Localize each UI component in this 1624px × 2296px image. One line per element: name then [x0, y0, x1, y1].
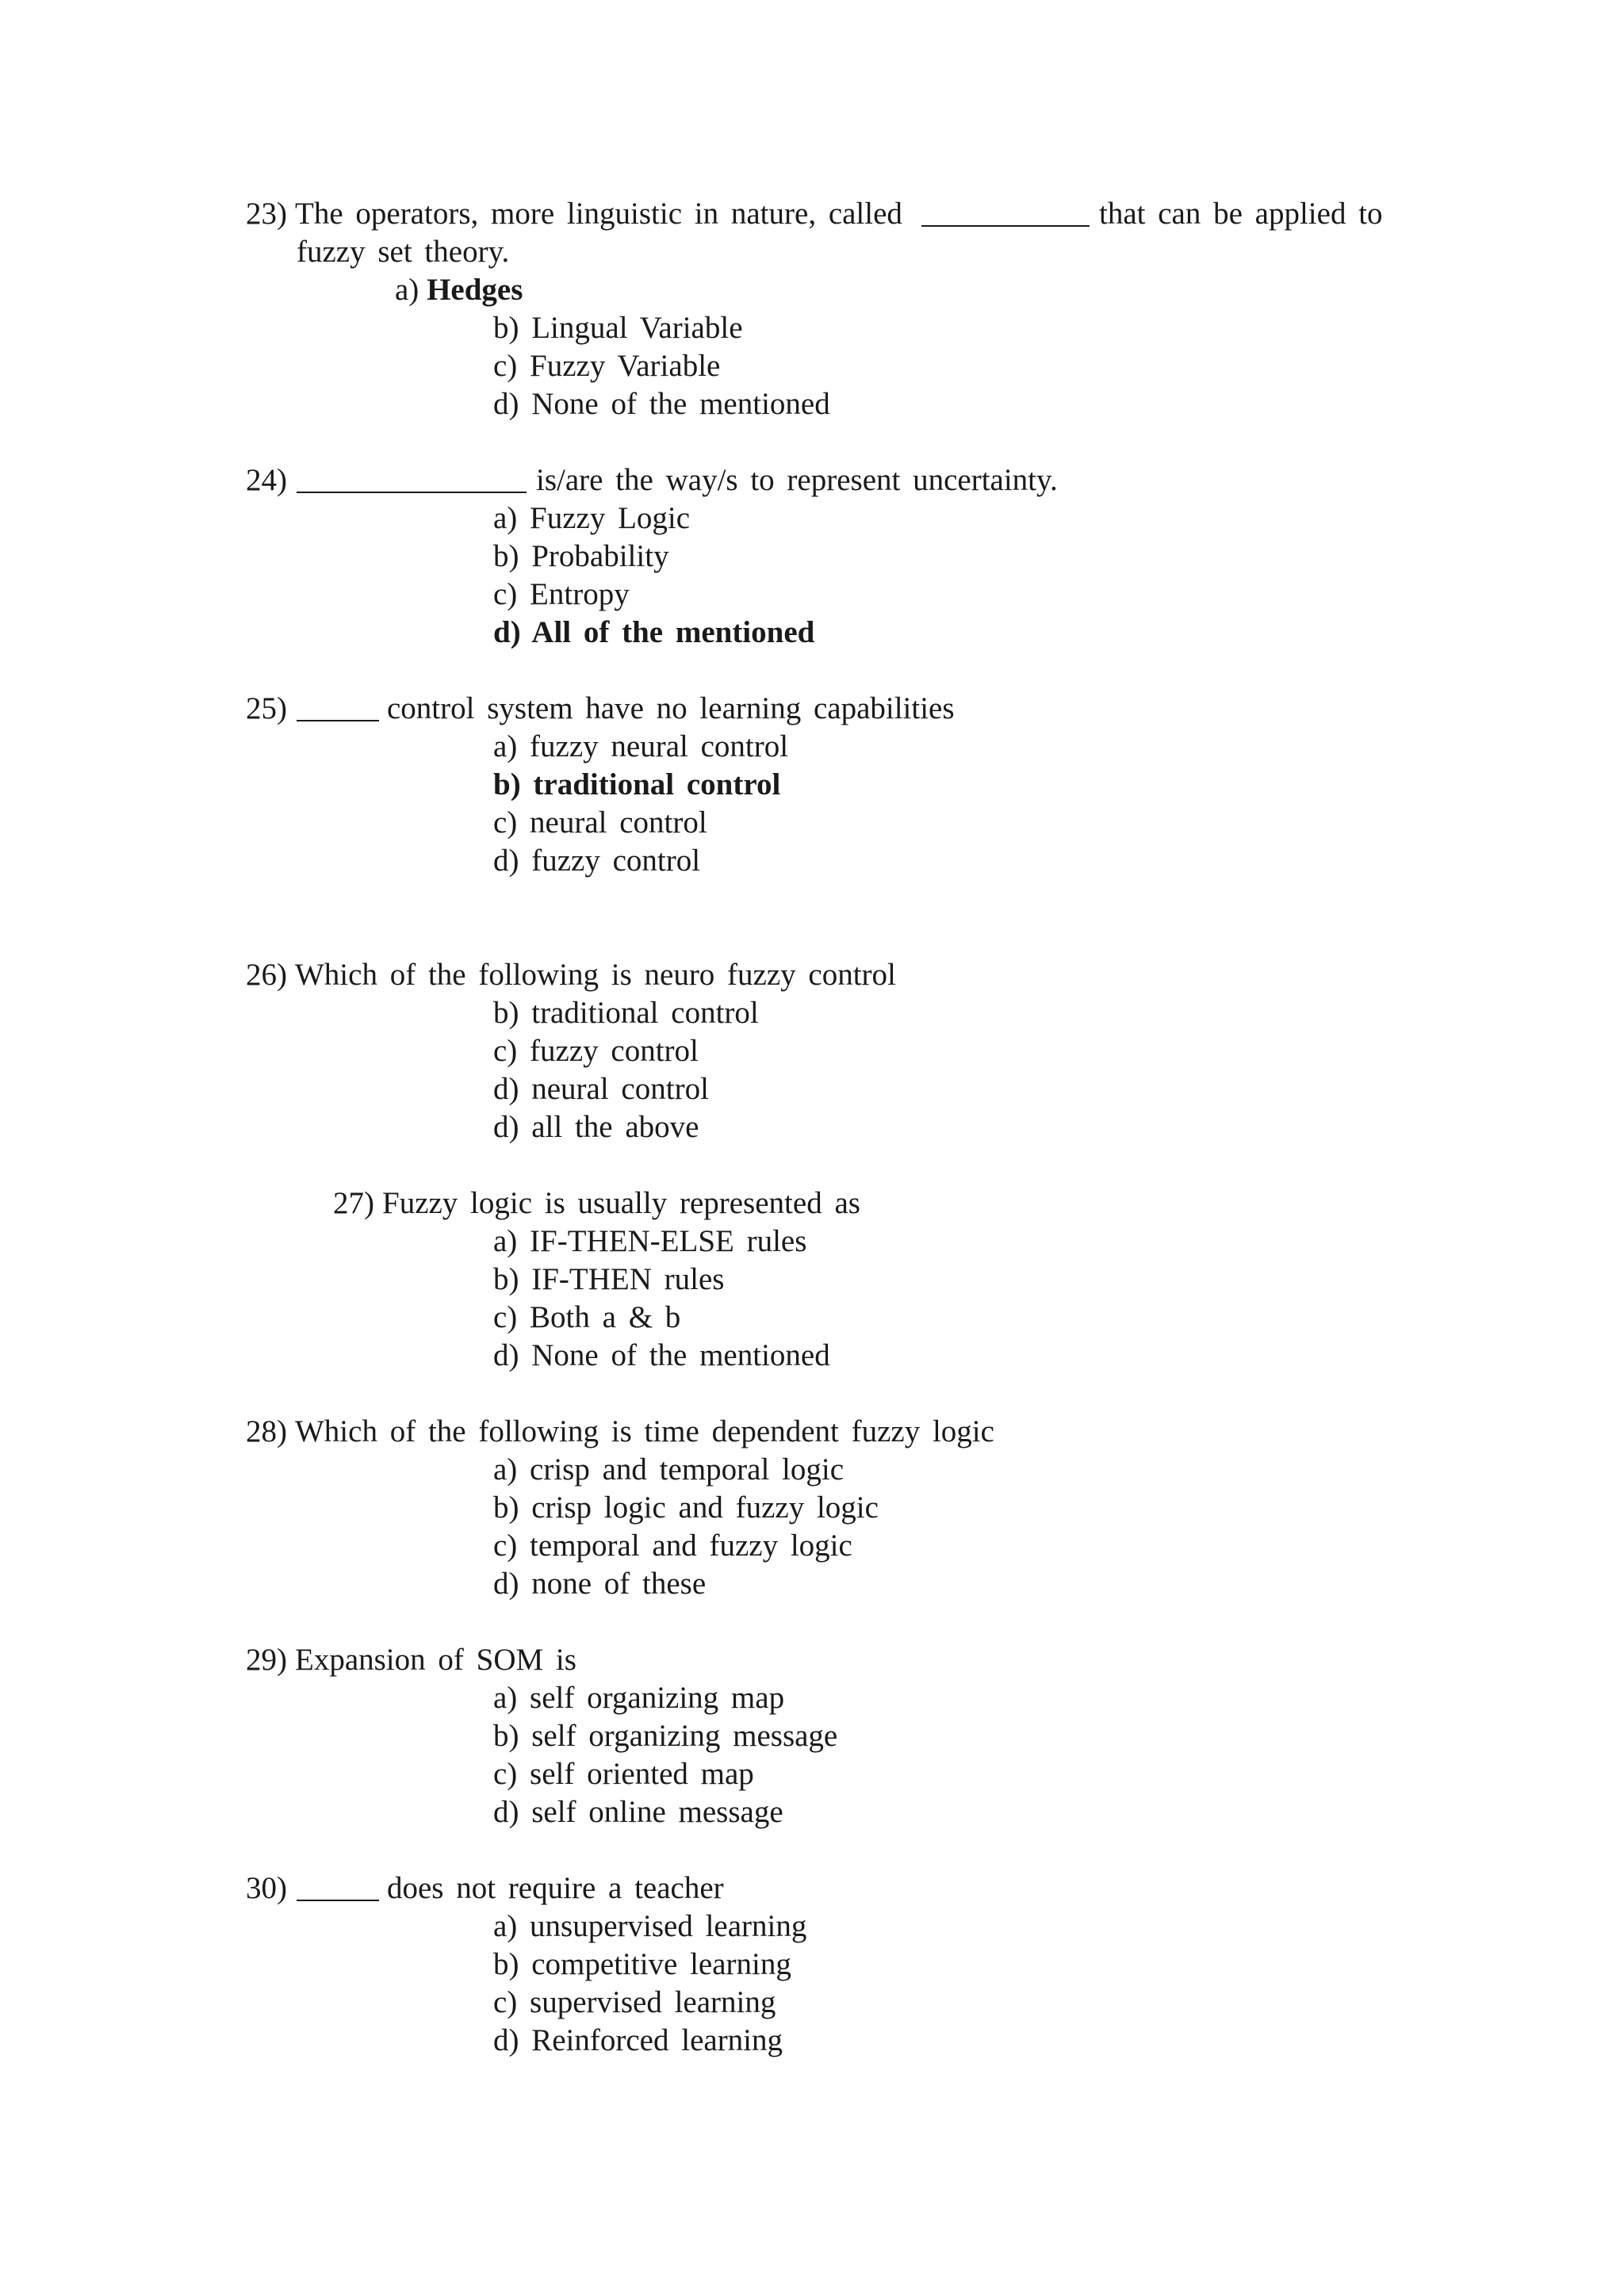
question-number: 25) [246, 691, 287, 725]
option-d: d) none of these [493, 1567, 707, 1601]
question-text: is/are the way/s to represent uncertainty. [536, 463, 1058, 497]
question-text: The operators, more linguistic in nature, called [295, 197, 902, 231]
question-text: does not require a teacher [387, 1871, 724, 1905]
answer-blank [921, 198, 1090, 227]
question-continuation: fuzzy set theory. [297, 235, 510, 269]
answer-blank [297, 465, 527, 493]
option-a: a) fuzzy neural control [493, 729, 789, 763]
option-d: d) neural control [493, 1072, 709, 1106]
question-number: 27) [333, 1186, 374, 1220]
option-d: d) Reinforced learning [493, 2023, 783, 2057]
question-23-line1 [246, 195, 902, 233]
question-text: Which of the following is neuro fuzzy control [295, 958, 896, 992]
answer-blank [297, 693, 379, 721]
option-b: b) self organizing message [493, 1719, 838, 1753]
question-text-after: that can be applied to [1099, 197, 1383, 231]
option-b: b) Probability [493, 539, 669, 573]
option-c: c) self oriented map [493, 1757, 754, 1791]
option-a: a) Fuzzy Logic [493, 501, 691, 535]
question-text: control system have no learning capabilities [387, 691, 955, 725]
question-text: Expansion of SOM is [295, 1643, 576, 1677]
option-c: c) fuzzy control [493, 1034, 699, 1068]
option-c: c) Entropy [493, 577, 630, 611]
option-a: a) crisp and temporal logic [493, 1452, 845, 1487]
question-26-line [246, 956, 896, 994]
option-a: a) unsupervised learning [493, 1909, 807, 1943]
option-c: c) Both a & b [493, 1300, 681, 1334]
question-number: 28) [246, 1414, 287, 1448]
option-c: c) supervised learning [493, 1985, 776, 2019]
option-d-2: d) all the above [493, 1110, 699, 1144]
option-a: a) IF-THEN-ELSE rules [493, 1224, 807, 1258]
question-number: 24) [246, 463, 287, 497]
question-25-number [246, 690, 295, 728]
question-28-line [246, 1413, 994, 1451]
option-b: b) traditional control [493, 996, 759, 1030]
option-d: d) None of the mentioned [493, 1338, 830, 1372]
option-d: d) fuzzy control [493, 844, 701, 878]
option-d: d) self online message [493, 1795, 783, 1829]
option-b: b) Lingual Variable [493, 311, 743, 345]
question-27-line [333, 1184, 860, 1223]
question-text: Fuzzy logic is usually represented as [382, 1186, 860, 1220]
question-24-number [246, 461, 295, 499]
question-text: Which of the following is time dependent fuzzy logic [295, 1414, 994, 1448]
question-number: 23) [246, 197, 287, 231]
option-c: c) Fuzzy Variable [493, 349, 721, 383]
question-29-line [246, 1641, 576, 1679]
question-number: 26) [246, 958, 287, 992]
option-c: c) neural control [493, 806, 707, 840]
option-d: d) None of the mentioned [493, 387, 830, 421]
option-answer-label: Hedges [427, 273, 523, 307]
question-number: 29) [246, 1643, 287, 1677]
option-c: c) temporal and fuzzy logic [493, 1529, 852, 1563]
option-b-correct: b) traditional control [493, 767, 781, 802]
question-30-number [246, 1869, 295, 1908]
option-b: b) crisp logic and fuzzy logic [493, 1490, 879, 1525]
option-a: a) self organizing map [493, 1681, 785, 1715]
option-d-correct: d) All of the mentioned [493, 615, 815, 649]
option-a-correct [395, 271, 523, 309]
option-prefix: a) [395, 273, 427, 307]
answer-blank [297, 1873, 379, 1901]
question-number: 30) [246, 1871, 287, 1905]
option-b: b) IF-THEN rules [493, 1262, 725, 1296]
option-b: b) competitive learning [493, 1947, 791, 1981]
